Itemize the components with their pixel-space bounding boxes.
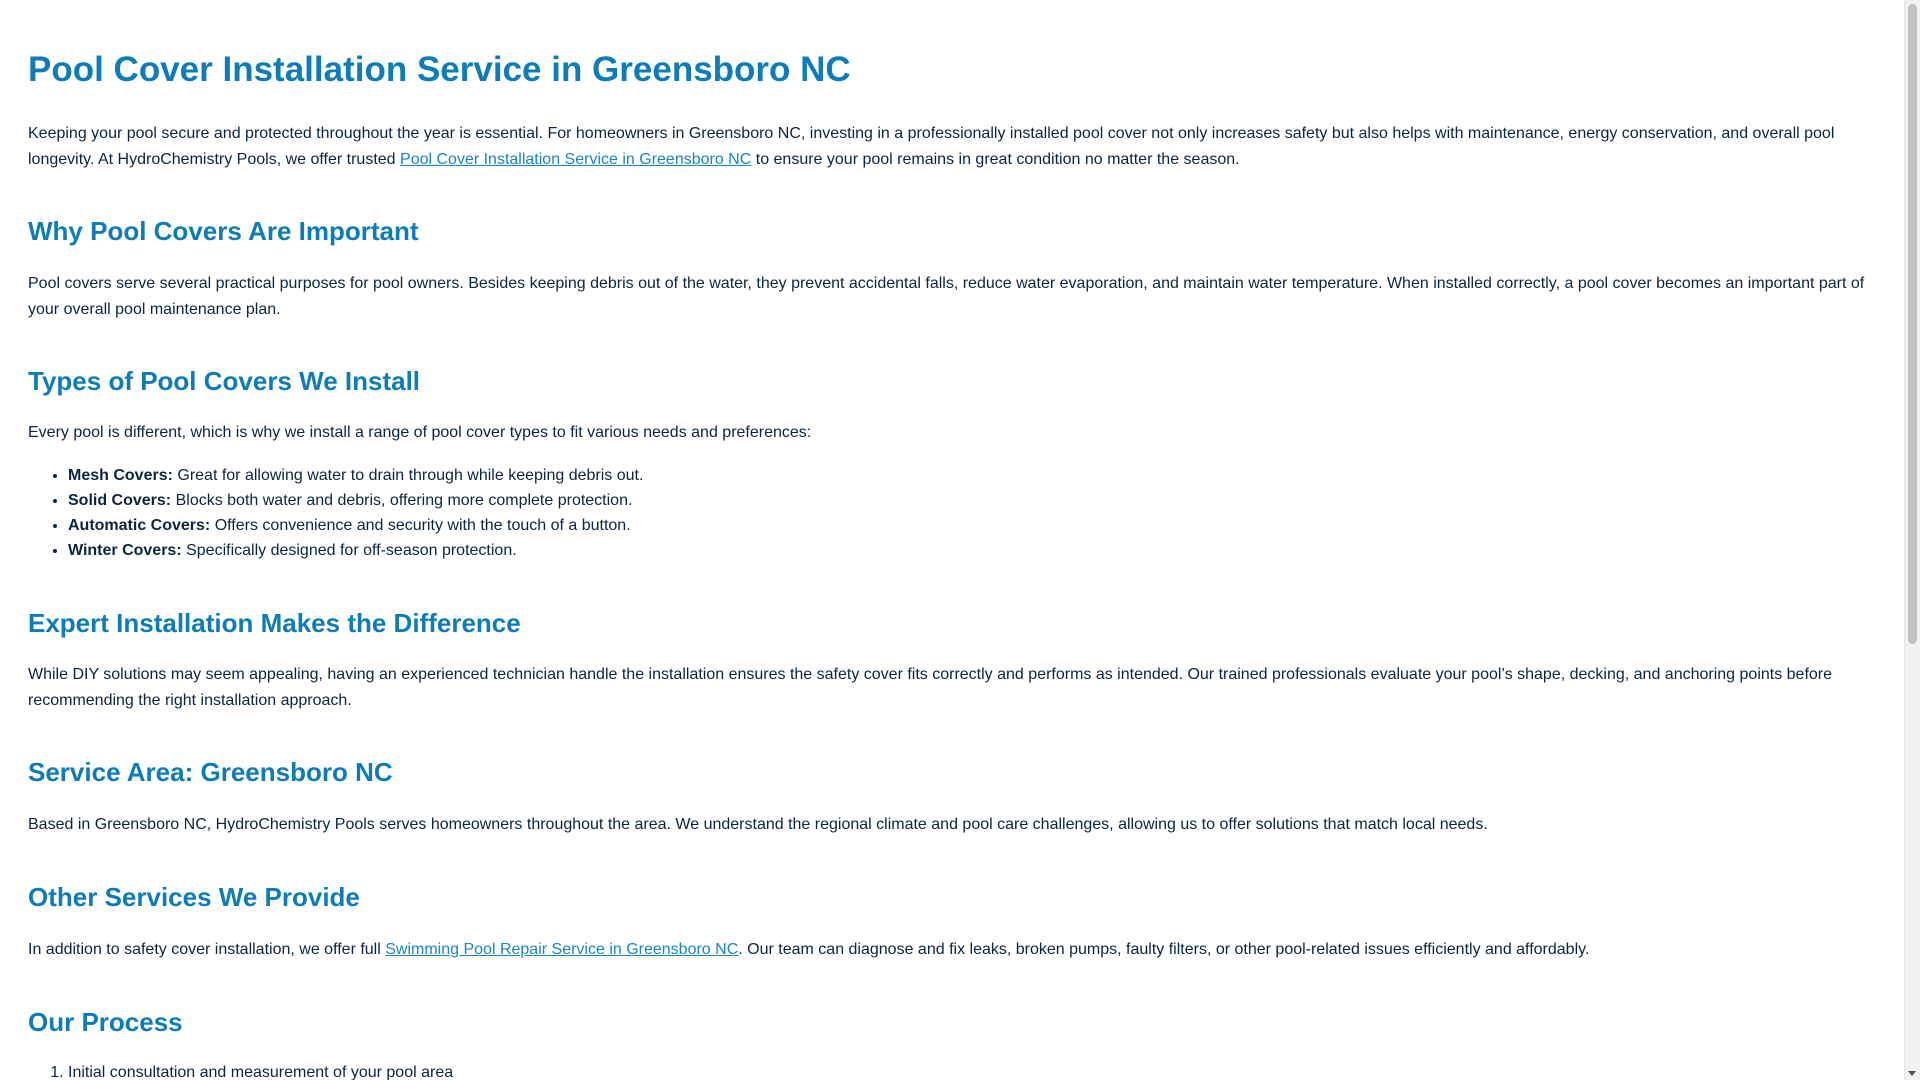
- pool-repair-link[interactable]: Swimming Pool Repair Service in Greensboro NC: [385, 941, 739, 958]
- list-item: [68, 488, 643, 513]
- list-item-desc: Blocks both water and debris, offering more complete protection.: [171, 492, 633, 509]
- list-item-desc: Great for allowing water to drain through while keeping debris out.: [172, 467, 644, 484]
- area-heading: Service Area: Greensboro NC: [28, 757, 393, 787]
- scrollbar-thumb[interactable]: [1908, 4, 1917, 644]
- types-heading: Types of Pool Covers We Install: [28, 366, 421, 396]
- list-item-label: Solid Covers:: [68, 492, 172, 509]
- list-item-desc: Offers convenience and security with the touch of a button.: [210, 517, 631, 534]
- other-text-end: . Our team can diagnose and fix leaks, broken pumps, faulty filters, or other pool-related issues efficiently and affordably.: [738, 941, 1590, 958]
- page-title: Pool Cover Installation Service in Greensboro NC: [28, 50, 851, 89]
- list-item-label: Automatic Covers:: [68, 517, 211, 534]
- scroll-down-arrow-icon[interactable]: [1908, 1071, 1916, 1076]
- list-item: 1. Initial consultation and measurement of your pool area: [68, 1060, 453, 1080]
- pool-cover-installation-link[interactable]: Pool Cover Installation Service in Greensboro NC: [400, 151, 752, 168]
- intro-text-end: to ensure your pool remains in great condition no matter the season.: [751, 151, 1240, 168]
- cover-types-list: [28, 463, 643, 563]
- why-heading: Why Pool Covers Are Important: [28, 216, 419, 246]
- process-steps-list: [28, 1060, 453, 1080]
- process-heading: Our Process: [28, 1007, 183, 1037]
- list-item: [68, 538, 643, 563]
- other-services-heading: Other Services We Provide: [28, 882, 360, 912]
- other-services-paragraph: [28, 937, 1868, 963]
- list-item-desc: Specifically designed for off-season protection.: [181, 542, 517, 559]
- list-item-label: Winter Covers:: [68, 542, 182, 559]
- expert-heading: Expert Installation Makes the Difference: [28, 608, 521, 638]
- list-item: [68, 513, 643, 538]
- expert-paragraph: While DIY solutions may seem appealing, having an experienced technician handle the installation ensures the safety cover fits correctly and performs as intended. Our trained professionals evaluate your pool’s shape, decking, and anchoring points before recommending the right installation approach.: [28, 666, 1833, 709]
- intro-paragraph: [28, 121, 1868, 173]
- vertical-scrollbar[interactable]: [1904, 0, 1920, 1080]
- types-paragraph: Every pool is different, which is why we install a range of pool cover types to fit various needs and preferences:: [28, 424, 812, 441]
- list-item: [68, 463, 643, 488]
- list-item-label: Mesh Covers:: [68, 467, 173, 484]
- why-paragraph: Pool covers serve several practical purposes for pool owners. Besides keeping debris out of the water, they prevent accidental falls, reduce water evaporation, and maintain water temperature. When installed correctly, a pool cover becomes an important part of your overall pool maintenance plan.: [28, 275, 1865, 318]
- area-paragraph: Based in Greensboro NC, HydroChemistry Pools serves homeowners throughout the area. We understand the regional climate and pool care challenges, allowing us to offer solutions that match local needs.: [28, 816, 1488, 833]
- other-text: In addition to safety cover installation, we offer full: [28, 941, 386, 958]
- intro-text: Keeping your pool secure and protected throughout the year is essential. For homeowners in Greensboro NC, investing in a professionally installed pool cover not only increases safety but also helps with maintenance, energy conservation, and overall pool longevity. At HydroChemistry Pools, we offer trusted: [28, 125, 1835, 168]
